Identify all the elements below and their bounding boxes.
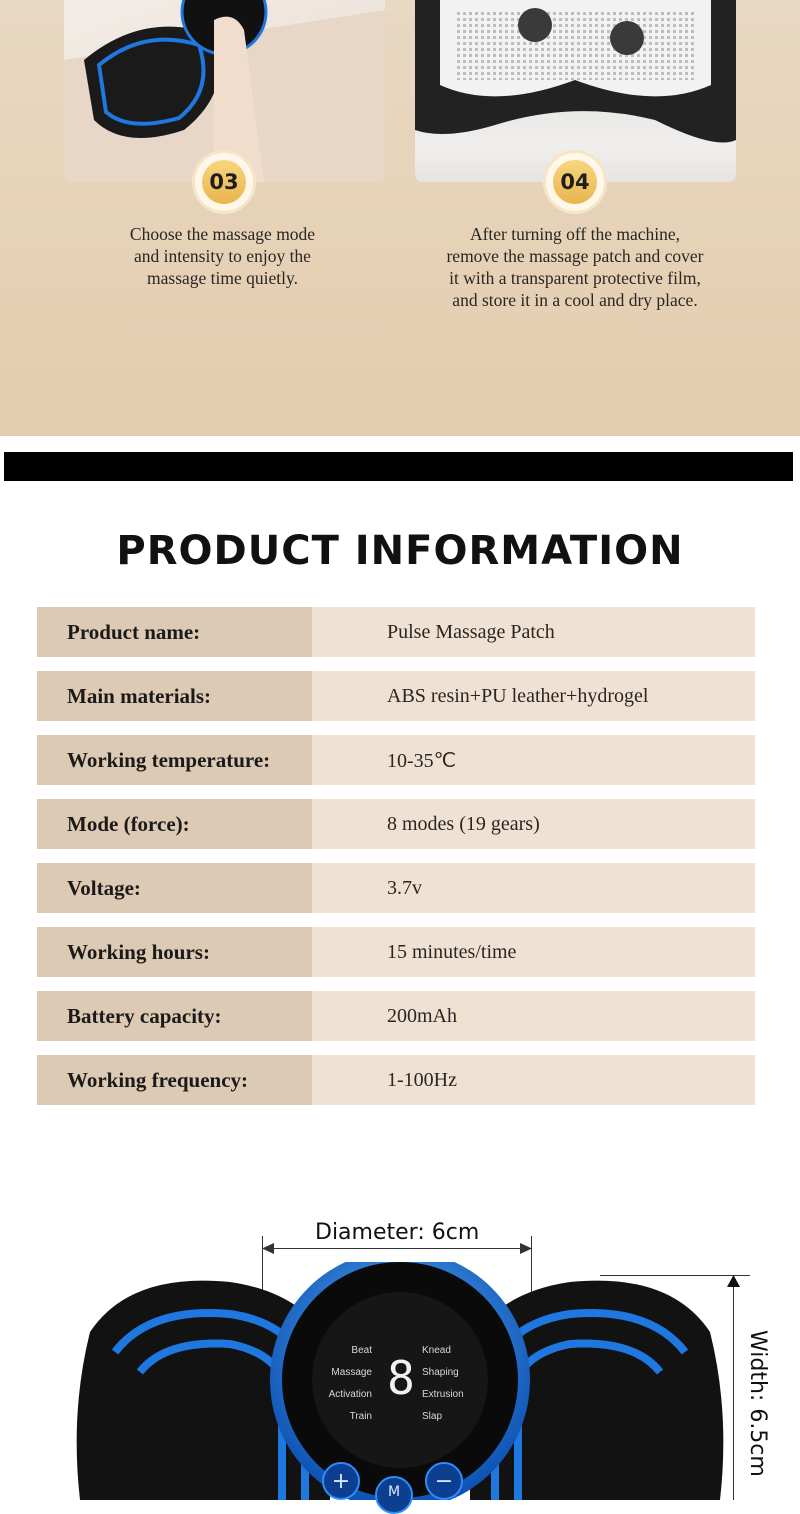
step-04-line: and store it in a cool and dry place. [452,290,698,310]
info-row [37,735,755,785]
info-value: Pulse Massage Patch [312,607,755,657]
step-03-line: massage time quietly. [147,268,298,288]
arrow-right-icon [520,1243,532,1254]
info-label: Working hours: [37,927,312,977]
step-03-text [90,223,355,289]
info-row [37,991,755,1041]
info-row [37,799,755,849]
info-row [37,671,755,721]
step-04-line: remove the massage patch and cover [446,246,704,266]
info-value: 3.7v [312,863,755,913]
info-value: 1-100Hz [312,1055,755,1105]
divider-bar [4,452,793,481]
info-label: Main materials: [37,671,312,721]
steps-section [0,0,800,436]
info-label: Mode (force): [37,799,312,849]
info-label: Working temperature: [37,735,312,785]
section-title: PRODUCT INFORMATION [116,528,684,574]
mode-label: Slap [422,1411,443,1422]
mode-list-left [320,1340,372,1428]
width-label: Width: 6.5cm [745,1330,770,1477]
info-value: 10-35℃ [312,735,755,785]
info-value: 200mAh [312,991,755,1041]
mode-label: Beat [351,1345,372,1356]
step-04-line: After turning off the machine, [469,224,681,244]
info-value: 15 minutes/time [312,927,755,977]
step-03-line: Choose the massage mode [129,224,316,244]
info-row [37,863,755,913]
mode-label: Activation [328,1389,372,1400]
info-label: Voltage: [37,863,312,913]
mode-label: Knead [422,1345,451,1356]
step-04-number: 04 [553,160,597,204]
arrow-left-icon [262,1243,274,1254]
mode-list-right [422,1340,482,1428]
mode-button[interactable]: M [375,1476,413,1514]
width-line [733,1275,734,1500]
info-row [37,607,755,657]
mode-label: Massage [331,1367,372,1378]
info-label: Working frequency: [37,1055,312,1105]
mode-label: Shaping [422,1367,459,1378]
step-04-badge [546,153,604,211]
step-03-badge [195,153,253,211]
diameter-label: Diameter: 6cm [315,1220,480,1245]
step-04-line: it with a transparent protective film, [449,268,701,288]
step-03-number: 03 [202,160,246,204]
step-04-text [415,223,735,311]
minus-button[interactable]: − [425,1462,463,1500]
diameter-line [262,1248,532,1249]
info-value: ABS resin+PU leather+hydrogel [312,671,755,721]
mode-label: Train [349,1411,372,1422]
step-03-line: and intensity to enjoy the [134,246,311,266]
info-row [37,1055,755,1105]
info-row [37,927,755,977]
info-value: 8 modes (19 gears) [312,799,755,849]
info-label: Product name: [37,607,312,657]
massage-patch-device [70,1262,730,1500]
mode-label: Extrusion [422,1389,464,1400]
product-info-table [37,607,755,1119]
display-digit: 8 [387,1351,415,1405]
plus-button[interactable]: + [322,1462,360,1500]
info-label: Battery capacity: [37,991,312,1041]
